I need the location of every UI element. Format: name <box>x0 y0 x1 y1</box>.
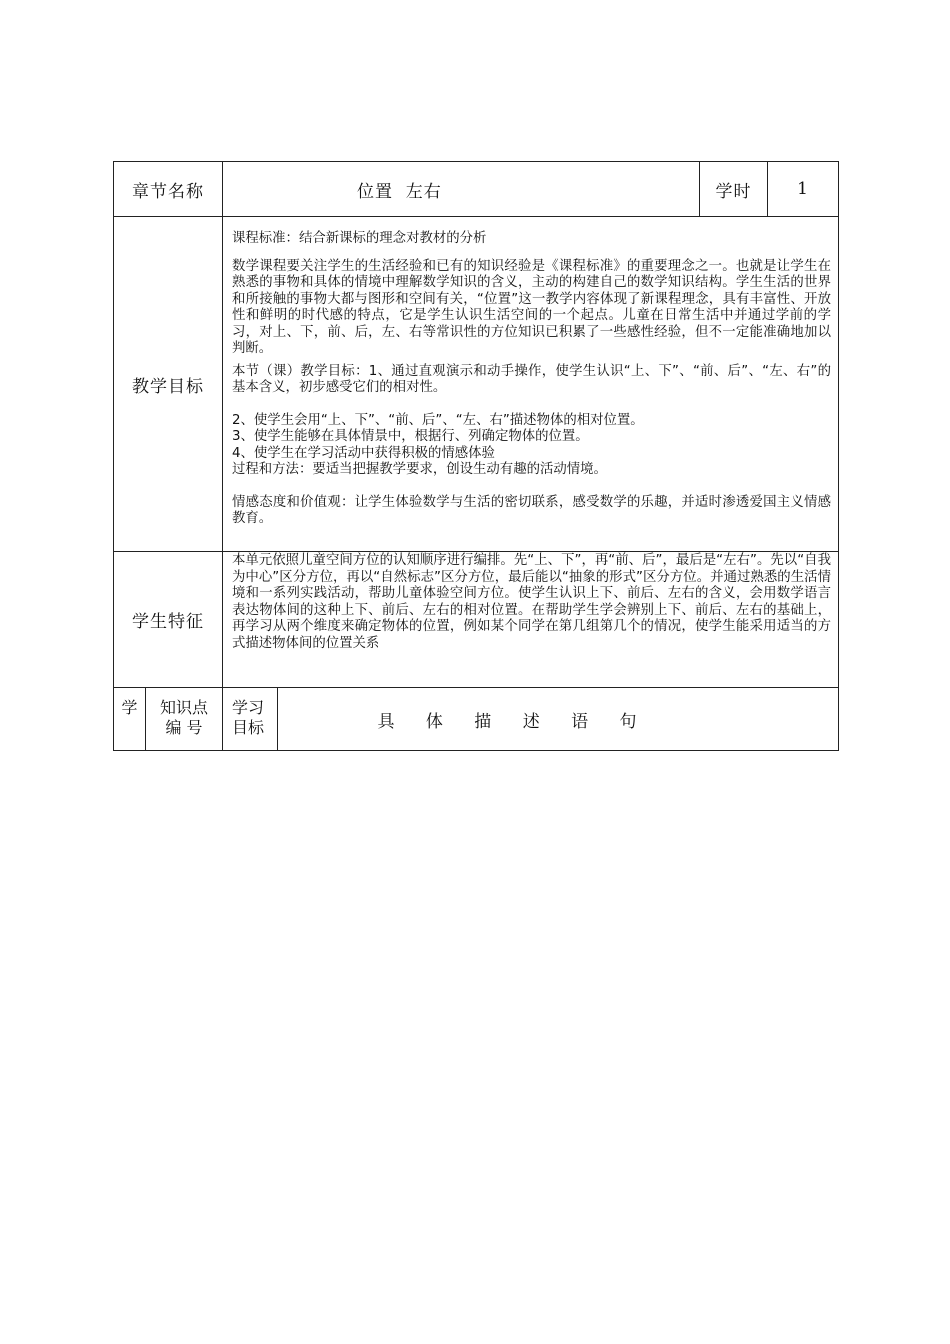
hours-label: 学时 <box>700 162 768 217</box>
chapter-row <box>114 162 839 217</box>
hours-value: 1 <box>768 162 839 217</box>
students-label: 学生特征 <box>114 552 223 688</box>
attitude-values: 情感态度和价值观：让学生体验数学与生活的密切联系，感受数学的乐趣，并适时渗透爱国主义情感教育。 <box>232 494 831 526</box>
knowledge-number-cell <box>146 688 223 751</box>
students-text: 本单元依照儿童空间方位的认知顺序进行编排。先“上、下”，再“前、后”，最后是“左右”。先以“自我为中心”区分方位，再以“自然标志”区分方位，最后能以“抽象的形式”区分方位。并通过熟悉的生活情境和一系列实践活动，帮助儿童体验空间方位。使学生认识上下、前后、左右的含义，会用数学语言表达物体间的这种上下、前后、左右的相对位置。在帮助学生学会辨别上下、前后、左右的基础上，再学习从两个维度来确定物体的位置，例如某个同学在第几组第几个的情况，使学生能采用适当的方式描述物体间的位置关系 <box>232 553 831 651</box>
footer-row <box>114 688 839 751</box>
students-row <box>114 552 839 688</box>
description-header: 具 体 描 述 语 句 <box>278 688 839 751</box>
knowledge-number-line1: 知识点 <box>159 698 208 717</box>
goals-content <box>223 217 839 552</box>
lesson-plan-table <box>113 161 839 751</box>
curriculum-analysis: 数学课程要关注学生的生活经验和已有的知识经验是《课程标准》的重要理念之一。也就是让学生在熟悉的事物和具体的情境中理解数学知识的含义，主动的构建自己的数学知识结构。学生生活的世界和所接触的事物大都与图形和空间有关，“位置”这一教学内容体现了新课程理念，具有丰富性、开放性和鲜明的时代感的特点，它是学生认识生活空间的一个起点。儿童在日常生活中并通过学前的学习，对上、下，前、后，左、右等常识性的方位知识已积累了一些感性经验，但不一定能准确地加以判断。 <box>232 258 831 356</box>
chapter-value: 位置 左右 <box>223 162 700 217</box>
goals-row <box>114 217 839 552</box>
chapter-label: 章节名称 <box>114 162 223 217</box>
learning-goal-line2: 目标 <box>232 718 265 737</box>
lesson-objective-2: 2、使学生会用“上、下”、“前、后”、“左、右”描述物体的相对位置。 <box>232 412 644 428</box>
curriculum-standard: 课程标准：结合新课标的理念对教材的分析 <box>232 231 487 246</box>
lesson-objective-1: 本节（课）教学目标：1、通过直观演示和动手操作，使学生认识“上、下”、“前、后”、“左、右”的基本含义，初步感受它们的相对性。 <box>232 363 831 395</box>
learning-goal-cell <box>223 688 278 751</box>
students-content <box>223 552 839 688</box>
lesson-objective-3: 3、使学生能够在具体情景中，根据行、列确定物体的位置。 <box>232 429 589 444</box>
knowledge-number-line2: 编 号 <box>165 718 203 737</box>
lesson-objective-4: 4、使学生在学习活动中获得积极的情感体验 <box>232 445 495 461</box>
process-method: 过程和方法：要适当把握教学要求，创设生动有趣的活动情境。 <box>232 462 607 477</box>
study-cell: 学 <box>114 688 146 751</box>
learning-goal-line1: 学习 <box>232 698 265 717</box>
goals-label: 教学目标 <box>114 217 223 552</box>
